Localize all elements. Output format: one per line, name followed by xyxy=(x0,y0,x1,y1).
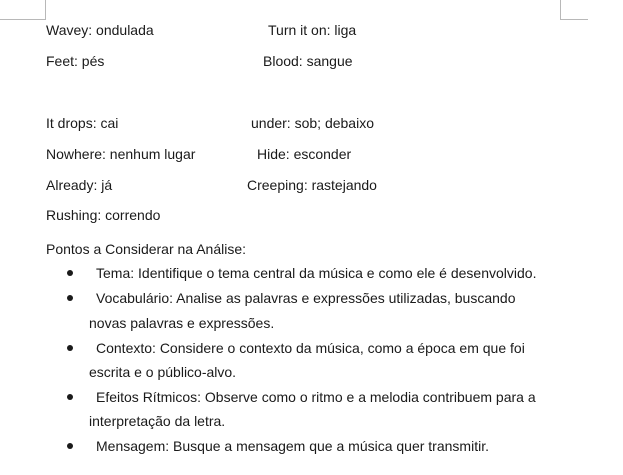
page-corner-mark-left xyxy=(0,0,46,20)
vocab-term: Blood: sangue xyxy=(263,53,353,69)
vocab-term: Already: já xyxy=(46,177,113,193)
analysis-point-continuation: interpretação da letra. xyxy=(89,413,226,429)
page-corner-mark-right xyxy=(560,0,588,20)
analysis-point: Vocabulário: Analise as palavras e expressões utilizadas, buscando xyxy=(96,290,516,306)
bullet-icon xyxy=(67,443,73,449)
analysis-point-continuation: novas palavras e expressões. xyxy=(89,315,275,331)
bullet-icon xyxy=(67,345,73,351)
analysis-point: Contexto: Considere o contexto da música, como a época em que foi xyxy=(96,340,525,356)
vocab-term: Hide: esconder xyxy=(257,146,352,162)
vocab-term: Wavey: ondulada xyxy=(46,22,154,38)
analysis-point-continuation: escrita e o público-alvo. xyxy=(89,364,237,380)
vocab-term: It drops: cai xyxy=(46,115,119,131)
vocab-term: Rushing: correndo xyxy=(46,207,161,223)
vocab-term: Nowhere: nenhum lugar xyxy=(46,146,196,162)
vocab-term: Creeping: rastejando xyxy=(247,177,377,193)
analysis-point: Efeitos Rítmicos: Observe como o ritmo e a melodia contribuem para a xyxy=(96,389,536,405)
bullet-icon xyxy=(67,394,73,400)
analysis-point: Mensagem: Busque a mensagem que a música quer transmitir. xyxy=(96,438,489,454)
vocab-term: under: sob; debaixo xyxy=(251,115,374,131)
bullet-icon xyxy=(67,270,73,276)
bullet-icon xyxy=(67,295,73,301)
analysis-heading: Pontos a Considerar na Análise: xyxy=(46,241,247,257)
vocab-term: Turn it on: liga xyxy=(268,22,357,38)
analysis-point: Tema: Identifique o tema central da música e como ele é desenvolvido. xyxy=(96,265,537,281)
vocab-term: Feet: pés xyxy=(46,53,105,69)
